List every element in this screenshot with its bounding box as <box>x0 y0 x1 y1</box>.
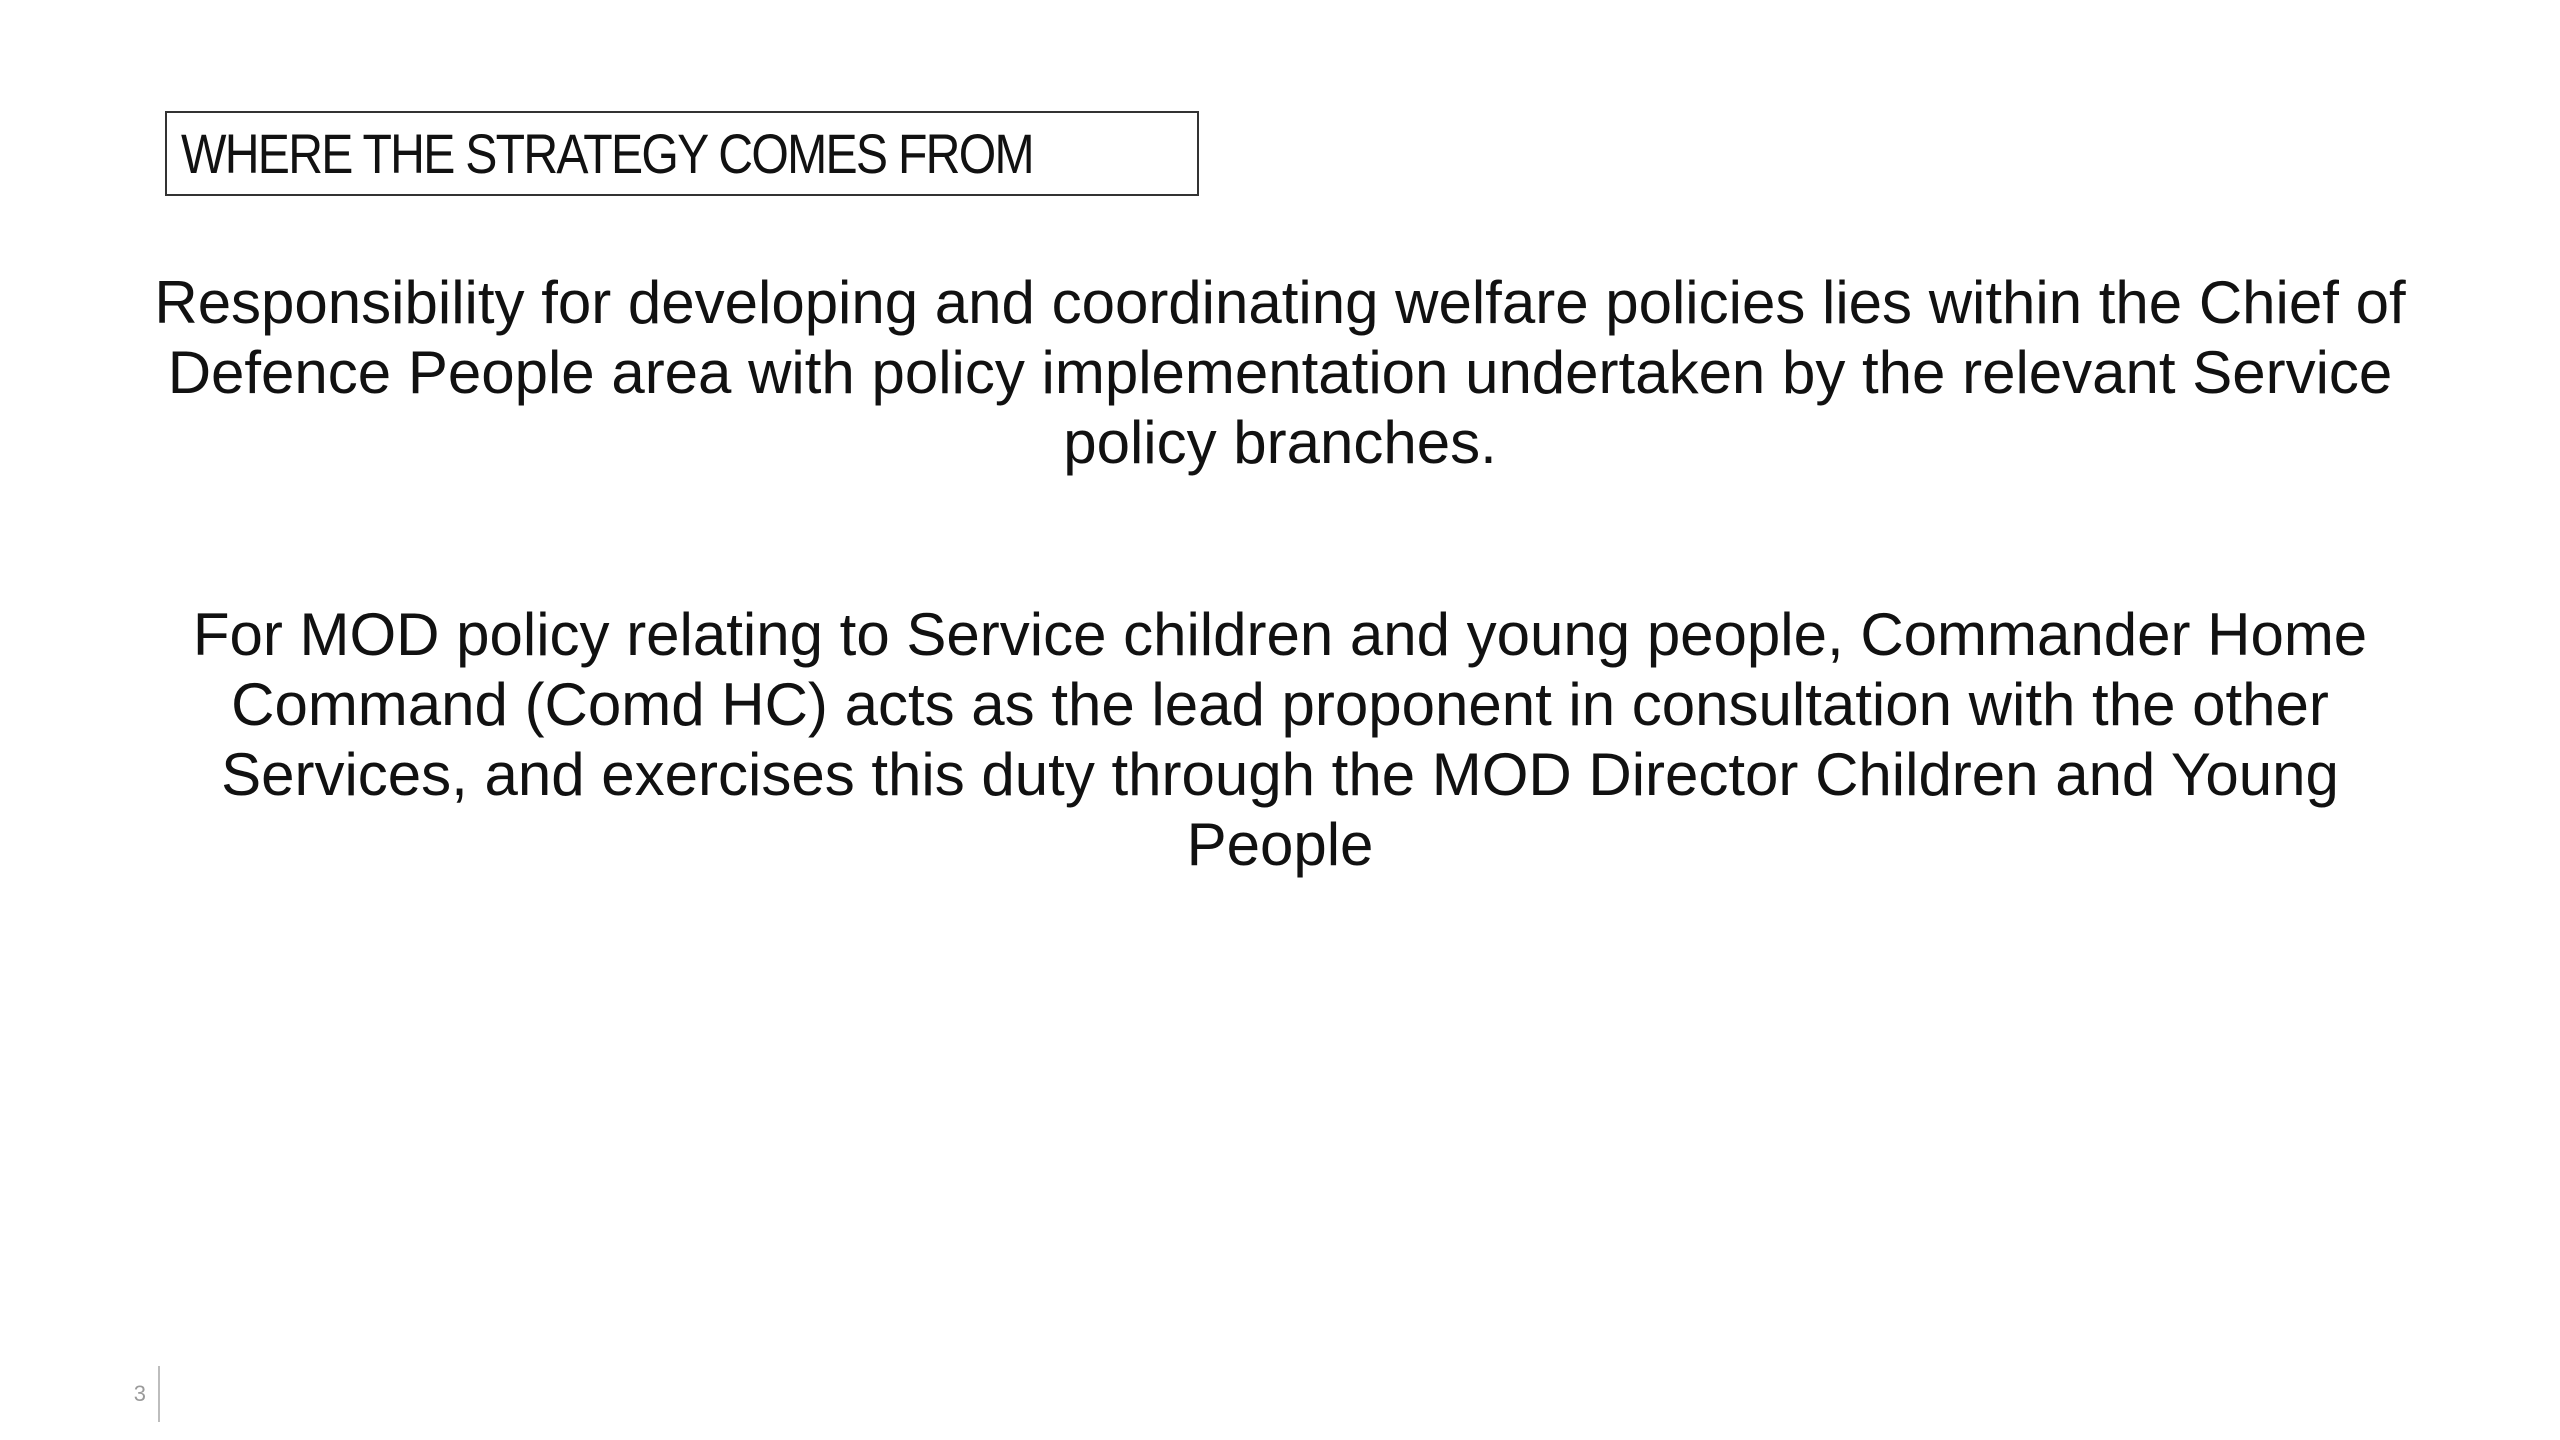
footer-divider <box>158 1366 160 1422</box>
body-paragraph-mod-policy: For MOD policy relating to Service children and young people, Commander Home Command (Comd HC) acts as the lead proponent in consultation with the other Services, and exercises this duty through the MOD Director Children and Young People <box>192 601 2368 878</box>
body-paragraph-responsibility: Responsibility for developing and coordinating welfare policies lies within the Chief of Defence People area with policy implementation undertaken by the relevant Service policy branches. <box>154 269 2406 476</box>
page-number: 3 <box>133 1381 146 1406</box>
slide-footer <box>110 1366 160 1422</box>
slide-title: WHERE THE STRATEGY COMES FROM <box>181 121 1033 185</box>
slide-title-box <box>165 111 1199 196</box>
